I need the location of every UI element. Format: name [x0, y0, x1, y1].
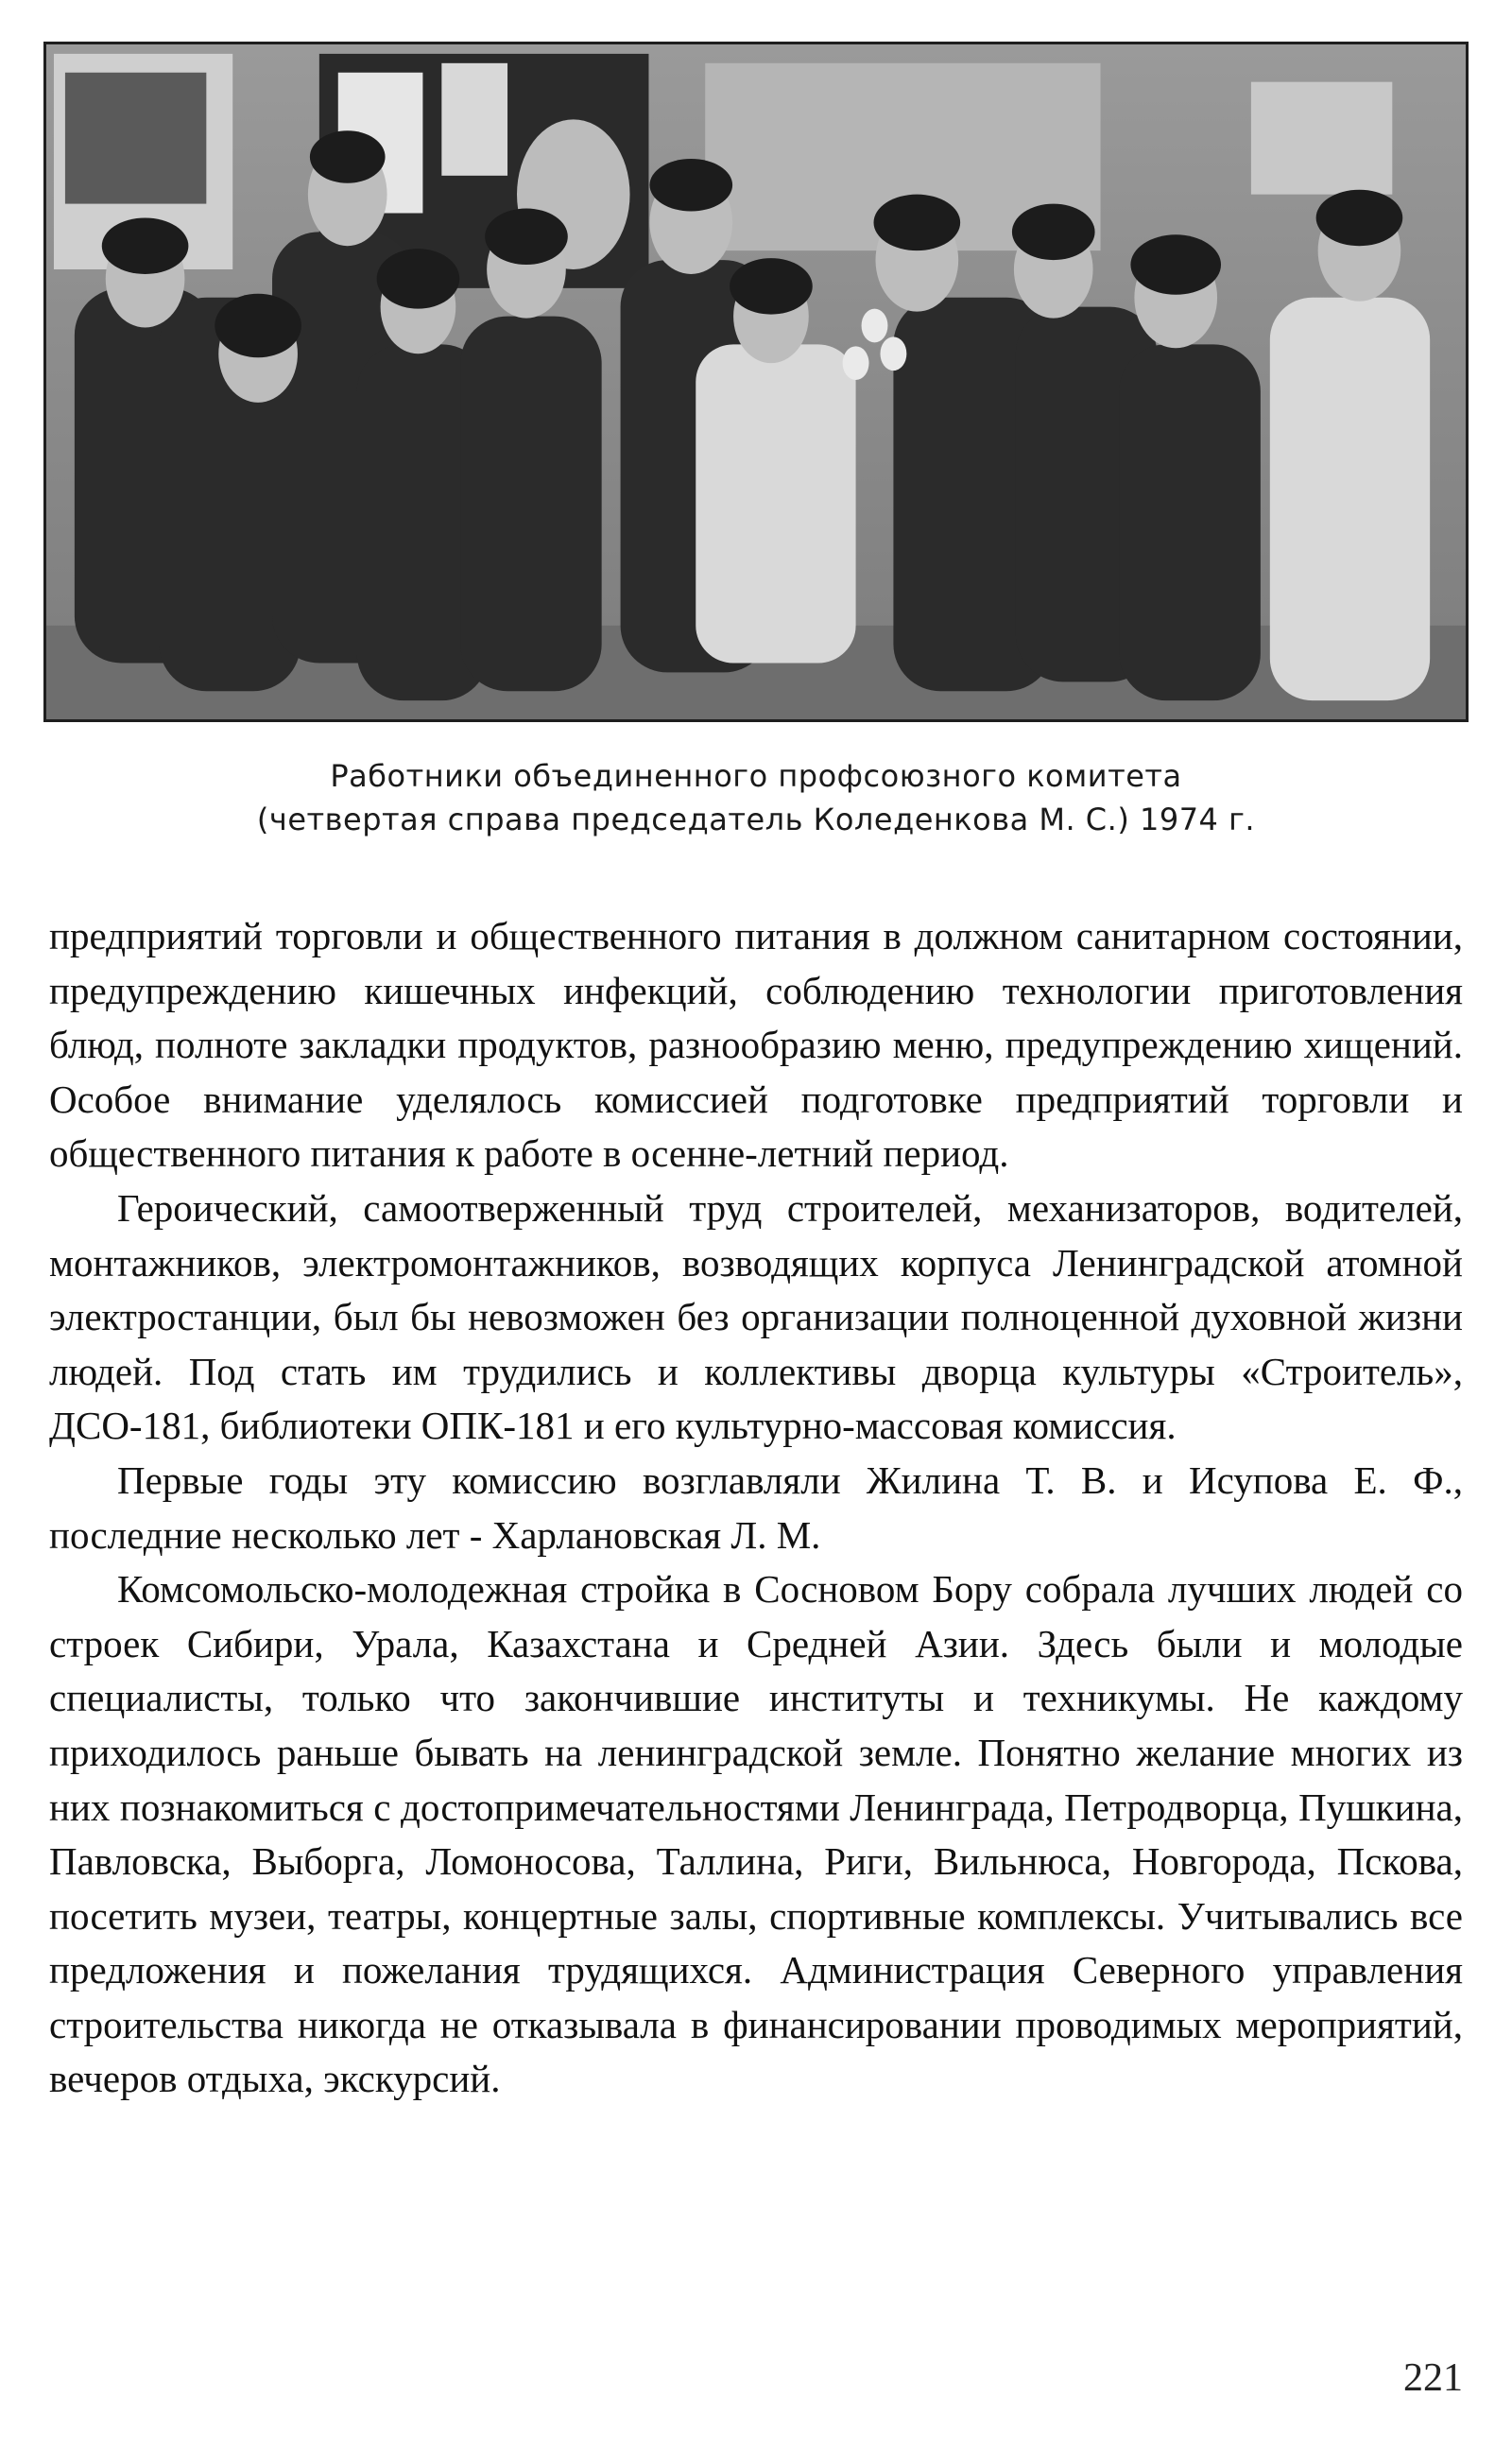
page-number: 221 — [1403, 2356, 1463, 2400]
caption-line-2: (четвертая справа председатель Коледенкова М. С.) 1974 г. — [256, 802, 1256, 837]
group-photo — [43, 42, 1469, 722]
caption-line-1: Работники объединенного профсоюзного комитета — [330, 758, 1182, 794]
body-text — [49, 909, 1463, 2107]
paragraph-1: предприятий торговли и общественного питания в должном санитарном состоянии, предупреждению кишечных инфекций, соблюдению технологии приготовления блюд, полноте закладки продуктов, разнообразию меню, предупреждению хищений. Особое внимание уделялось комиссией подготовке предприятий торговли и общественного питания к работе в осенне-летний период. — [49, 914, 1463, 1176]
paragraph-2: Героический, самоотверженный труд строителей, механизаторов, водителей, монтажников, электромонтажников, возводящих корпуса Ленинградской атомной электростанции, был бы невозможен без организации полноценной духовной жизни людей. Под стать им трудились и коллективы дворца культуры «Строитель», ДСО-181, библиотеки ОПК-181 и его культурно-массовая комиссия. — [49, 1185, 1463, 1448]
photo-caption — [0, 754, 1512, 841]
paragraph-4: Комсомольско-молодежная стройка в Сосновом Бору собрала лучших людей со строек Сибири, Урала, Казахстана и Средней Азии. Здесь были и молодые специалисты, только что закончившие институты и техникумы. Не каждому приходилось раньше бывать на ленинградской земле. Понятно желание многих из них познакомиться с достопримечательностями Ленинграда, Петродворца, Пушкина, Павловска, Выборга, Ломоносова, Таллина, Риги, Вильнюса, Новгорода, Пскова, посетить музеи, театры, концертные залы, спортивные комплексы. Учитывались все предложения и пожелания трудящихся. Администрация Северного управления строительства никогда не отказывала в финансировании проводимых мероприятий, вечеров отдыха, экскурсий. — [49, 1567, 1463, 2101]
paragraph-3: Первые годы эту комиссию возглавляли Жилина Т. В. и Исупова Е. Ф., последние несколько лет - Харлановская Л. М. — [49, 1457, 1463, 1557]
group-photo-icon — [46, 44, 1466, 719]
